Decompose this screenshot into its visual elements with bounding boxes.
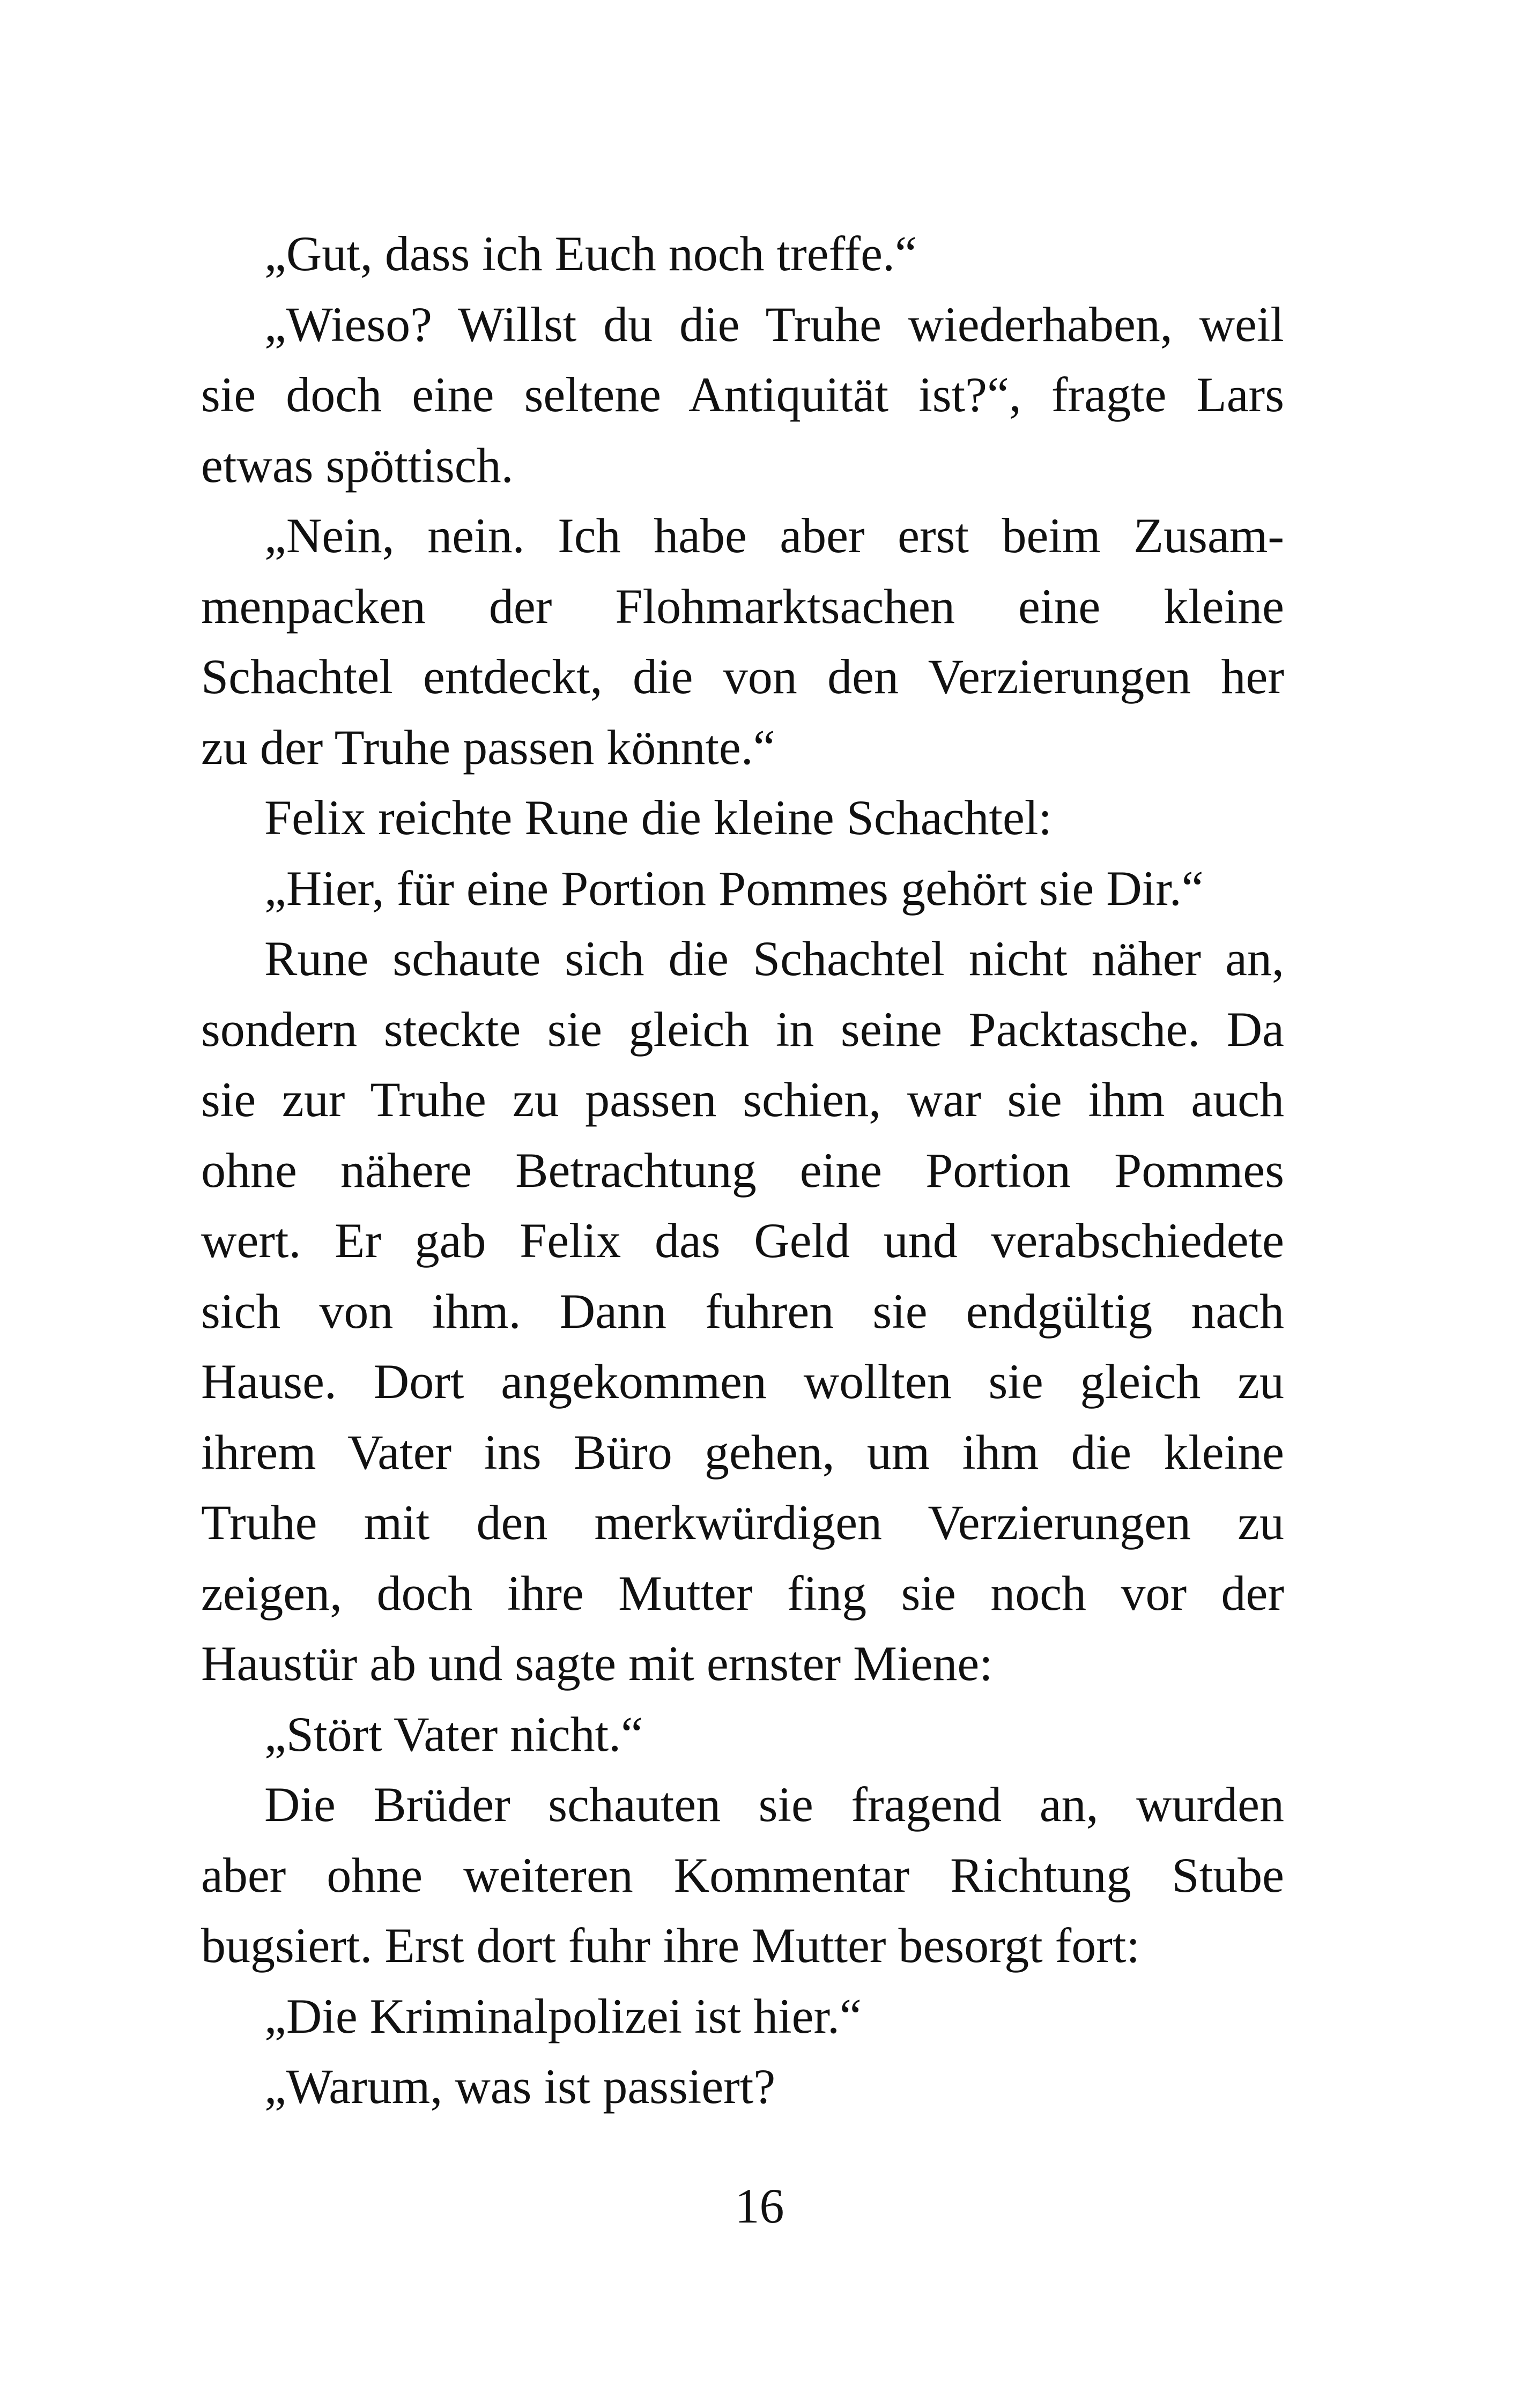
text-line: „Stört Vater nicht.“ (264, 1706, 643, 1762)
text-line: sondern steckte sie gleich in seine Packtasche. Da (201, 1001, 1284, 1057)
text-line: „Wieso? Willst du die Truhe wiederhaben, weil (264, 296, 1284, 352)
text-line: ihrem Vater ins Büro gehen, um ihm die kleine (201, 1424, 1284, 1480)
text-line: „Nein, nein. Ich habe aber erst beim Zusam- (264, 508, 1284, 563)
text-line: wert. Er gab Felix das Geld und verabschiedete (201, 1213, 1284, 1268)
text-line: sie zur Truhe zu passen schien, war sie ihm auch (201, 1072, 1284, 1127)
text-line: zu der Truhe passen könnte.“ (201, 719, 775, 775)
text-line: Hause. Dort angekommen wollten sie gleich zu (201, 1354, 1284, 1409)
text-line: Die Brüder schauten sie fragend an, wurden (264, 1777, 1284, 1832)
body-text (201, 219, 1284, 2122)
text-line: aber ohne weiteren Kommentar Richtung Stube (201, 1847, 1284, 1902)
text-line: „Gut, dass ich Euch noch treffe.“ (264, 226, 917, 281)
text-line: zeigen, doch ihre Mutter fing sie noch vor der (201, 1565, 1284, 1621)
text-line: „Die Kriminalpolizei ist hier.“ (264, 1988, 862, 2043)
text-line: „Hier, für eine Portion Pommes gehört sie Dir.“ (264, 860, 1204, 916)
text-line: bugsiert. Erst dort fuhr ihre Mutter besorgt fort: (201, 1918, 1140, 1973)
text-line: ohne nähere Betrachtung eine Portion Pommes (201, 1142, 1284, 1198)
text-line: menpacken der Flohmarktsachen eine kleine (201, 578, 1284, 634)
text-line: Schachtel entdeckt, die von den Verzierungen her (201, 649, 1284, 704)
text-line: Rune schaute sich die Schachtel nicht näher an, (264, 931, 1284, 986)
text-line: Felix reichte Rune die kleine Schachtel: (264, 790, 1052, 845)
page-number: 16 (735, 2179, 784, 2233)
text-line: sie doch eine seltene Antiquität ist?“, fragte Lars (201, 367, 1284, 422)
text-line: „Warum, was ist passiert? (264, 2059, 776, 2114)
text-line: Haustür ab und sagte mit ernster Miene: (201, 1636, 993, 1691)
text-line: etwas spöttisch. (201, 437, 514, 493)
text-line: Truhe mit den merkwürdigen Verzierungen zu (201, 1495, 1284, 1550)
text-line: sich von ihm. Dann fuhren sie endgültig nach (201, 1283, 1284, 1339)
